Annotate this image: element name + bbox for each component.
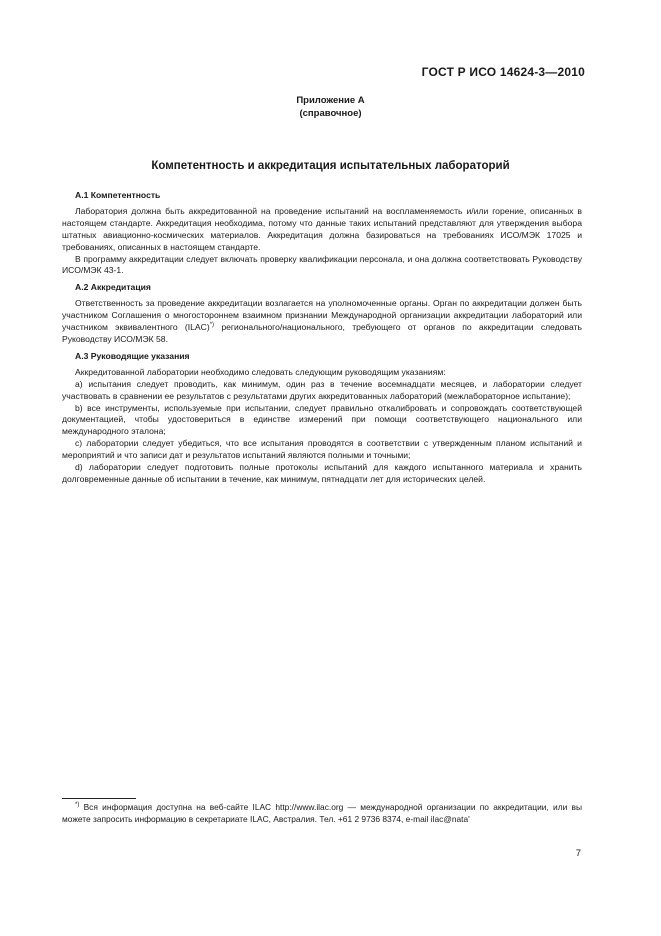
footnote-text: Вся информация доступна на веб-сайте ILAC http://www.ilac.org — международной организации по аккредитации, или вы можете запросить информацию в секретариате ILAC, Австралия. Тел. +61 2 9736 8374, e-mail ilac@nata': [62, 802, 582, 824]
list-item: d) лаборатории следует подготовить полные протоколы испытаний для каждого испытанного материала и хранить долговременные данные об испытании в течение, как минимум, пятнадцати лет для исторических целей.: [62, 462, 582, 484]
footnote-mark: *): [75, 802, 80, 809]
appendix-title: Приложение А: [296, 95, 365, 106]
list-item: b) все инструменты, используемые при испытании, следует правильно откалибровать и сопровождать соответствующей документацией, чтобы удостовериться в единстве измерений при помощи соответствующего национального или международного эталона;: [62, 402, 582, 437]
page-title: Компетентность и аккредитация испытательных лабораторий: [151, 160, 510, 172]
footnote: [62, 802, 582, 826]
section-heading: А.2 Аккредитация: [75, 282, 151, 293]
paragraph-text: регионального/национального, требующего от органов по аккредитации следовать Руководству ИСО/МЭК 58.: [62, 322, 582, 344]
paragraph: Лаборатория должна быть аккредитованной на проведение испытаний на воспламеняемость и/или горение, описанных в настоящем стандарте. Аккредитация необходима, потому что данные таких испытаний представляют для утверждения выбора штатных авиационно-космических материалов. Аккредитация должна базироваться на требованиях ИСО/МЭК 17025 и требованиях, описанных в настоящем стандарте.: [62, 205, 582, 252]
list-item: c) лаборатории следует убедиться, что все испытания проводятся в соответствии с утвержденным планом испытаний и мероприятий и что записи дат и результатов испытаний являются полными и точными;: [62, 438, 582, 461]
footnote-divider: [62, 798, 136, 799]
paragraph: Аккредитованной лаборатории необходимо следовать следующим руководящим указаниям:: [75, 366, 446, 377]
standard-designation: ГОСТ Р ИСО 14624-3—2010: [421, 65, 585, 79]
document-body: [62, 190, 582, 486]
page-number: 7: [575, 848, 581, 859]
paragraph: В программу аккредитации следует включать проверку квалификации персонала, и она должна соответствовать Руководству ИСО/МЭК 43-1.: [62, 253, 582, 276]
appendix-subtitle: (справочное): [299, 108, 362, 119]
section-heading: А.3 Руководящие указания: [75, 350, 190, 361]
paragraph: [62, 298, 582, 346]
footnote-paragraph: [62, 802, 582, 826]
footnote-ref: *): [209, 322, 215, 329]
section-heading: А.1 Компетентность: [75, 190, 161, 200]
list-item: a) испытания следует проводить, как минимум, один раз в течение восемнадцати месяцев, и лаборатории следует участвовать в сравнении ее результатов с результатами других аккредитованных лабораторий (межлабораторное испытание);: [62, 378, 582, 401]
paragraph-text: Ответственность за проведение аккредитации возлагается на уполномоченные органы. Орган по аккредитации должен быть участником Соглашения о многостороннем взаимном признании Международной организации аккредитации лабораторий или участником эквивалентного (ILAC): [62, 298, 582, 333]
